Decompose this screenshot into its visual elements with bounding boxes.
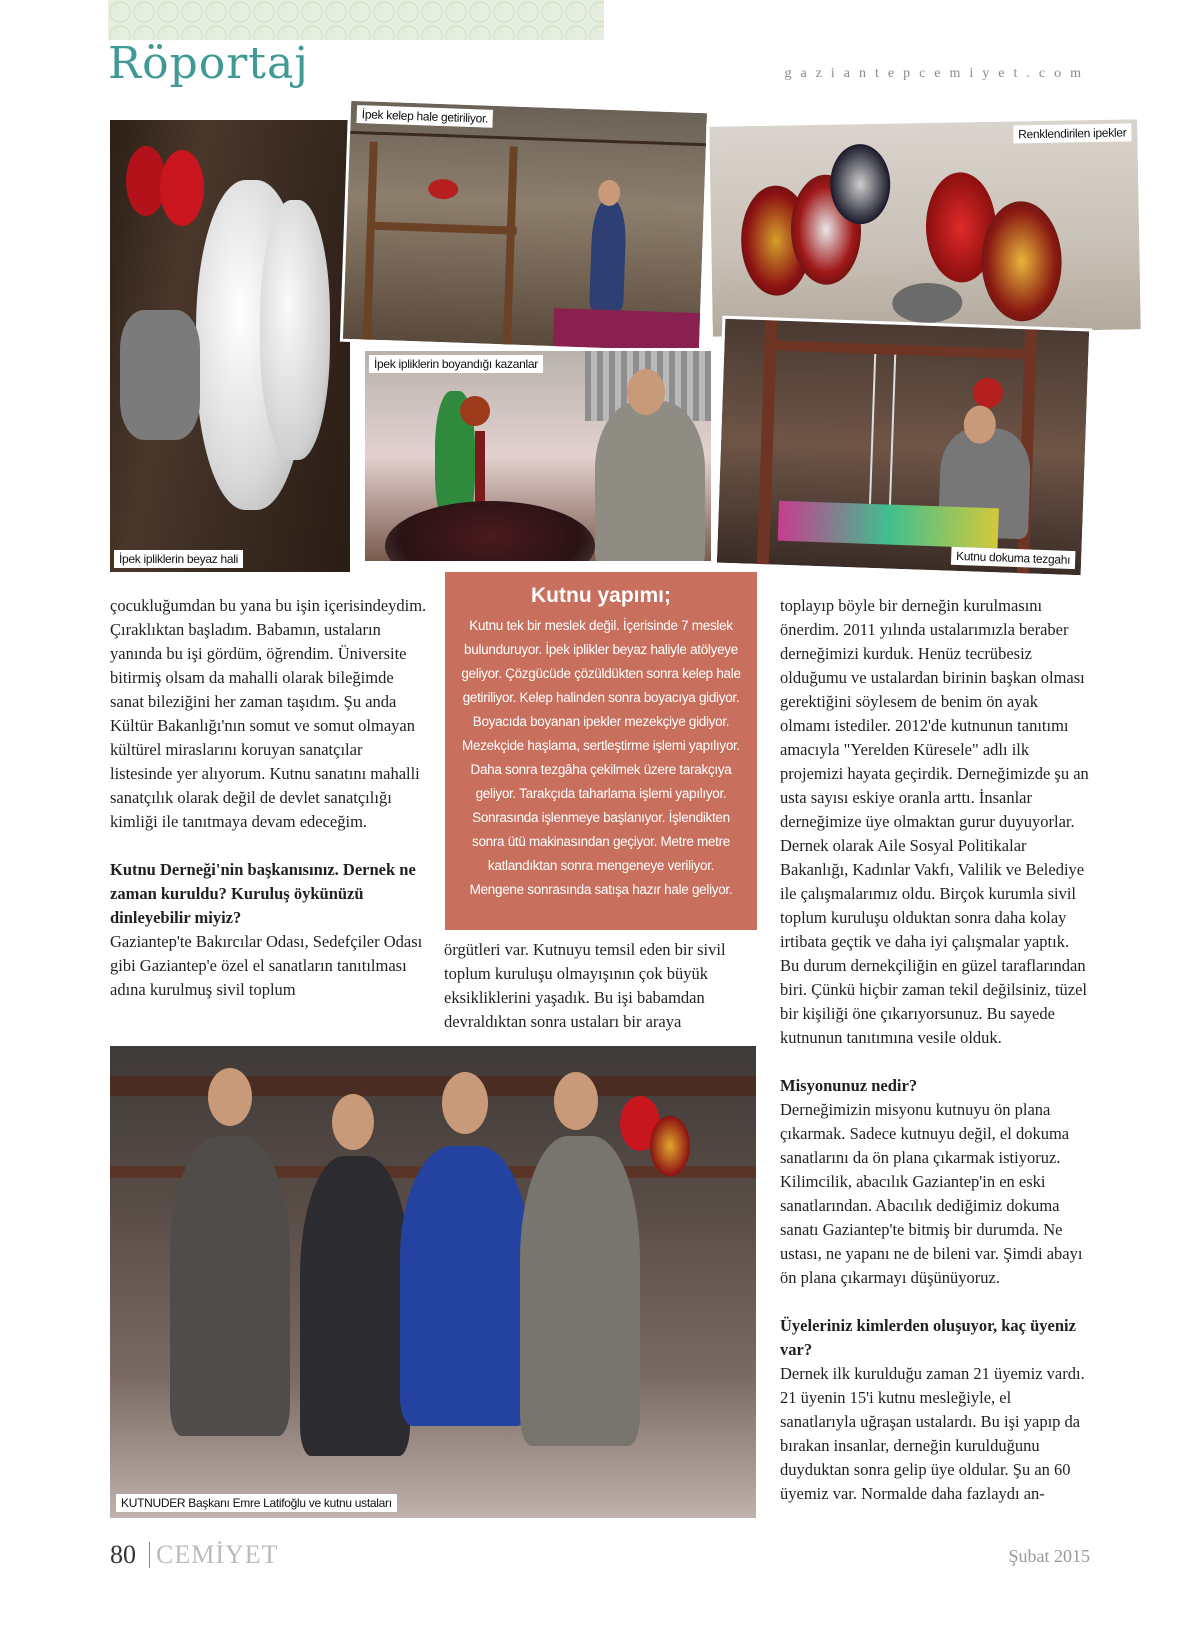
article-paragraph: Dernek ilk kurulduğu zaman 21 üyemiz vardı. 21 üyenin 15'i kutnu mesleğiyle, el sanatlarıyla uğraşan ustalardı. Bu işi yapıp da bırakan insanlar, derneğin kurulduğunu duyduktan sonra gelip üye oldular. Şu an 60 üyemiz var. Normalde daha fazlaydı an- [780,1364,1085,1503]
article-column-2 [444,938,756,1034]
decorative-pattern-band [108,0,604,40]
issue-date: Şubat 2015 [1008,1546,1090,1566]
article-column-3 [780,594,1090,1506]
magazine-name: CEMİYET [156,1540,279,1569]
photo-caption: Renklendirilen ipekler [1013,123,1131,143]
photo-caption: İpek kelep hale getiriliyor. [356,105,493,128]
article-paragraph: çocukluğumdan bu yana bu işin içerisindeydim. Çıraklıktan başladım. Babamın, ustaların yanında bu işi gördüm, öğrendim. Üniversite bitirmiş olsam da mahalli olarak bileğimde sanat bileziğini her zaman taşıdım. Şu anda Kültür Bakanlığı'nın somut ve somut olmayan kültürel miraslarını koruyan sanatçılar listesinde yer alıyorum. Kutnu sanatını mahalli sanatçılık olarak değil de devlet sanatçılığı kimliği ile tanıtmaya devam edeceğim. [110,596,427,831]
photo-loom [714,316,1092,579]
photo-caption: KUTNUDER Başkanı Emre Latifoğlu ve kutnu ustaları [116,1494,397,1512]
article-paragraph: örgütleri var. Kutnuyu temsil eden bir sivil toplum kuruluşu olmayışının çok büyük eksikliklerini yaşadık. Bu işi babamdan devraldıktan sonra ustaları bir araya [444,940,726,1031]
article-paragraph: Derneğimizin misyonu kutnuyu ön plana çıkarmak. Sadece kutnuyu değil, el dokuma sanatlarını da ön plana çıkarmak istiyoruz. Kilimcilik, abacılık Gaziantep'in en eski sanatlarından. Abacılık dediğimiz dokuma sanatı Gaziantep'te bitmiş bir durumda. Ne ustası, ne yapanı ne de bileni var. Şimdi abayı ön plana çıkarmayı düşünüyoruz. [780,1100,1083,1287]
sidebar-body: Kutnu tek bir meslek değil. İçerisinde 7 meslek bulunduruyor. İpek iplikler beyaz haliyle atölyeye geliyor. Çözgücüde çözüldükten sonra kelep hale getiriliyor. Kelep halinden sonra boyacıya gidiyor. Boyacıda boyanan ipekler mezekçiye gidiyor. Mezekçide haşlama, sertleştirme işlemi yapılıyor. Daha sonra tezgâha çekilmek üzere tarakçıya geliyor. Tarakçıda taharlama işlemi yapılıyor. Sonrasında işlenmeye başlanıyor. İşlendikten sonra ütü makinasından geçiyor. Metre metre katlandıktan sonra mengeneye veriliyor. Mengene sonrasında satışa hazır hale geliyor. [461,618,741,897]
photo-caption: İpek ipliklerin beyaz hali [114,550,243,568]
photo-dyed-silk [706,116,1144,340]
interview-question: Misyonunuz nedir? [780,1076,918,1095]
page-number: 80 [110,1540,136,1569]
interview-question: Üyeleriniz kimlerden oluşuyor, kaç üyeniz var? [780,1316,1076,1359]
footer-divider [149,1542,150,1568]
photo-dye-kettle [362,348,714,564]
photo-white-silk [110,120,350,572]
sidebar-title: Kutnu yapımı; [531,584,671,607]
photo-caption: Kutnu dokuma tezgahı [951,547,1076,569]
interview-question: Kutnu Derneği'nin başkanısınız. Dernek ne zaman kuruldu? Kuruluş öykünüzü dinleyebilir miyiz? [110,860,416,927]
kutnu-process-sidebar [445,572,757,930]
section-title: Röportaj [108,38,309,89]
photo-kelep [340,98,710,354]
article-paragraph: Gaziantep'te Bakırcılar Odası, Sedefçiler Odası gibi Gaziantep'e özel el sanatların tanıtılması adına kurulmuş sivil toplum [110,932,423,999]
article-column-1 [110,594,428,1002]
site-url: gaziantepcemiyet.com [784,66,1090,81]
article-paragraph: toplayıp böyle bir derneğin kurulmasını önerdim. 2011 yılında ustalarımızla beraber derneğimizi kurduk. Henüz tecrübesiz olduğumu ve ustalardan birinin başkan olması gerektiğini söylesem de benim ön ayak olmamı istediler. 2012'de kutnunun tanıtımı amacıyla "Yerelden Küresele" adlı ilk projemizi hayata geçirdik. Derneğimizde şu an usta sayısı eskiye oranla arttı. İnsanlar derneğimize üye olmaktan gurur duyuyorlar. Dernek olarak Aile Sosyal Politikalar Bakanlığı, Kadınlar Vakfı, Valilik ve Belediye ile çalışmalarımız oldu. Birçok kurumla sivil toplum kuruluşu olduktan sonra daha kolay irtibata geçtik ve daha iyi çalışmalar yaptık. Bu durum dernekçiliğin en güzel taraflarından biri. Çünkü hiçbir zaman tekil değilsiniz, tüzel bir kişiliği öne çıkarıyorsunuz. Bu sayede kutnunun tanıtımına vesile olduk. [780,596,1089,1047]
photo-caption: İpek ipliklerin boyandığı kazanlar [369,355,543,373]
photo-group [110,1046,756,1518]
